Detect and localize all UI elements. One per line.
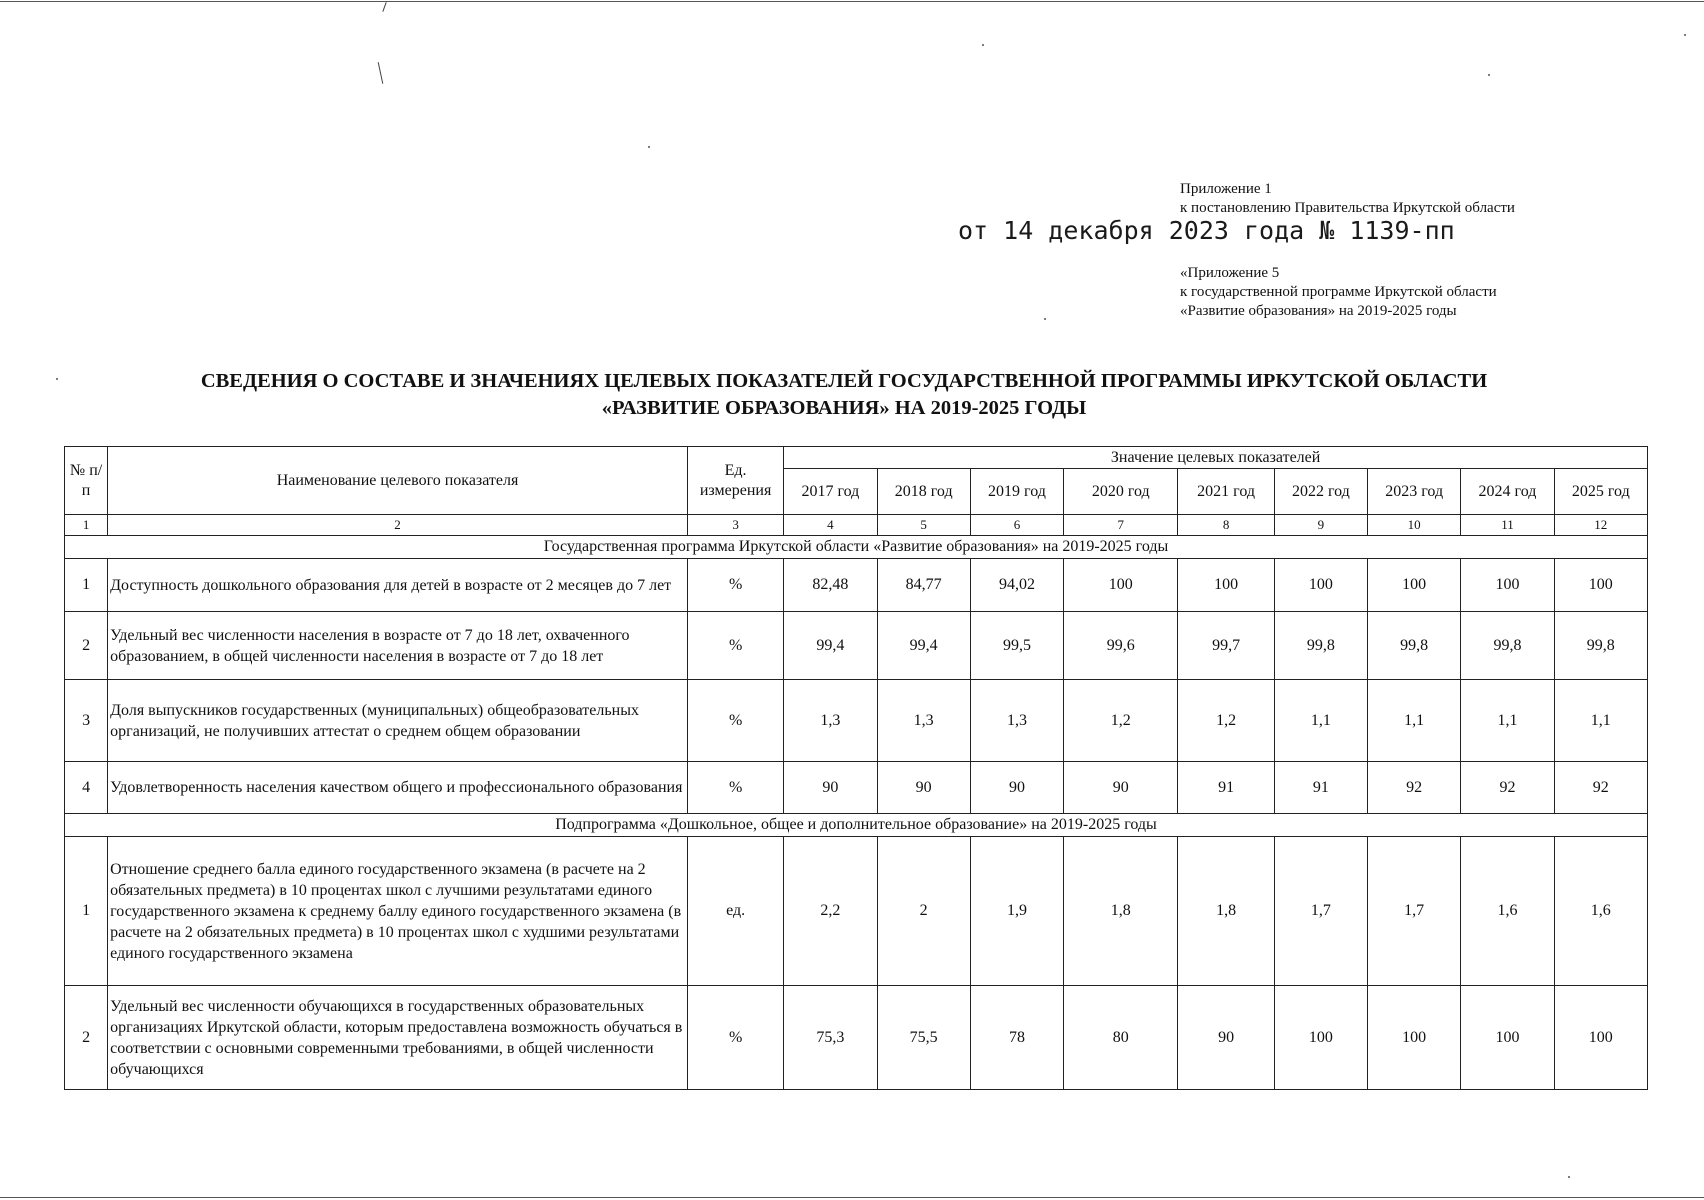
table-row (65, 837, 1648, 986)
section-title: Подпрограмма «Дошкольное, общее и дополнительное образование» на 2019-2025 годы (65, 814, 1648, 837)
column-header-unit: Ед. измерения (687, 447, 783, 515)
decree-stamp: от 14 декабря 2023 года № 1139-пп (958, 216, 1455, 245)
column-header-year: 2023 год (1368, 469, 1461, 515)
row-number: 2 (65, 612, 108, 680)
document-title-line: «РАЗВИТИЕ ОБРАЗОВАНИЯ» НА 2019-2025 ГОДЫ (601, 397, 1087, 419)
value-cell: 92 (1368, 762, 1461, 814)
value-cell: 99,8 (1461, 612, 1554, 680)
annex-line: к государственной программе Иркутской области (1180, 284, 1497, 300)
document-title-line: СВЕДЕНИЯ О СОСТАВЕ И ЗНАЧЕНИЯХ ЦЕЛЕВЫХ ПОКАЗАТЕЛЕЙ ГОСУДАРСТВЕННОЙ ПРОГРАММЫ ИРКУТСКОЙ ОБЛАСТИ (200, 370, 1488, 392)
value-cell: 75,5 (877, 986, 970, 1090)
column-number: 11 (1461, 515, 1554, 536)
column-header-year: 2018 год (877, 469, 970, 515)
column-number: 6 (970, 515, 1063, 536)
table-row (65, 612, 1648, 680)
value-cell: 100 (1274, 559, 1367, 612)
table-row (65, 559, 1648, 612)
value-cell: 92 (1554, 762, 1647, 814)
row-number: 4 (65, 762, 108, 814)
value-cell: 1,7 (1274, 837, 1367, 986)
column-header-year: 2017 год (784, 469, 877, 515)
annex-line: «Приложение 5 (1180, 265, 1280, 281)
value-cell: 1,3 (877, 680, 970, 762)
column-number: 2 (108, 515, 688, 536)
column-header-name: Наименование целевого показателя (108, 447, 688, 515)
value-cell: 99,8 (1368, 612, 1461, 680)
appendix-line: Приложение 1 (1180, 181, 1272, 197)
row-number: 2 (65, 986, 108, 1090)
value-cell: 90 (784, 762, 877, 814)
unit-cell: % (687, 986, 783, 1090)
scan-dot (1488, 74, 1490, 76)
column-group-values: Значение целевых показателей (784, 447, 1648, 469)
value-cell: 100 (1064, 559, 1178, 612)
scan-edge-bottom (0, 1197, 1704, 1198)
column-number-row (65, 515, 1648, 536)
indicator-name: Доля выпускников государственных (муниципальных) общеобразовательных организаций, не получивших аттестат о среднем общем образовании (108, 680, 688, 762)
table-row (65, 762, 1648, 814)
value-cell: 99,8 (1274, 612, 1367, 680)
indicator-name: Удельный вес численности населения в возрасте от 7 до 18 лет, охваченного образованием, в общей численности населения в возрасте от 7 до 18 лет (108, 612, 688, 680)
indicators-table (64, 446, 1648, 1090)
scan-dot (1044, 318, 1046, 320)
indicator-name: Удовлетворенность населения качеством общего и профессионального образования (108, 762, 688, 814)
value-cell: 1,3 (970, 680, 1063, 762)
table-row (65, 680, 1648, 762)
value-cell: 90 (1064, 762, 1178, 814)
row-number: 1 (65, 559, 108, 612)
scan-edge-top (0, 1, 1704, 2)
table-row (65, 986, 1648, 1090)
unit-cell: % (687, 559, 783, 612)
value-cell: 1,1 (1554, 680, 1647, 762)
value-cell: 1,8 (1064, 837, 1178, 986)
value-cell: 91 (1178, 762, 1274, 814)
column-number: 3 (687, 515, 783, 536)
scan-dot (1568, 1176, 1570, 1178)
column-number: 7 (1064, 515, 1178, 536)
indicator-name: Отношение среднего балла единого государственного экзамена (в расчете на 2 обязательных предмета) в 10 процентах школ с лучшими результатами единого государственного экзамена к среднему баллу единого государственного экзамена (в расчете на 2 обязательных предмета) в 10 процентах школ с худшими результатами единого государственного экзамена (108, 837, 688, 986)
value-cell: 100 (1461, 986, 1554, 1090)
scan-mark (378, 62, 384, 84)
document-title (64, 368, 1624, 422)
column-number: 9 (1274, 515, 1367, 536)
value-cell: 99,4 (877, 612, 970, 680)
section-row (65, 536, 1648, 559)
column-number: 10 (1368, 515, 1461, 536)
value-cell: 100 (1461, 559, 1554, 612)
value-cell: 82,48 (784, 559, 877, 612)
annex-reference (1180, 264, 1600, 321)
value-cell: 1,2 (1064, 680, 1178, 762)
appendix-line: к постановлению Правительства Иркутской области (1180, 200, 1515, 216)
value-cell: 100 (1368, 559, 1461, 612)
value-cell: 100 (1554, 559, 1647, 612)
column-number: 5 (877, 515, 970, 536)
column-number: 8 (1178, 515, 1274, 536)
value-cell: 1,6 (1461, 837, 1554, 986)
value-cell: 2 (877, 837, 970, 986)
section-title: Государственная программа Иркутской области «Развитие образования» на 2019-2025 годы (65, 536, 1648, 559)
value-cell: 75,3 (784, 986, 877, 1090)
section-row (65, 814, 1648, 837)
column-header-year: 2019 год (970, 469, 1063, 515)
value-cell: 99,6 (1064, 612, 1178, 680)
value-cell: 1,1 (1368, 680, 1461, 762)
column-header-year: 2021 год (1178, 469, 1274, 515)
unit-cell: % (687, 612, 783, 680)
unit-cell: % (687, 762, 783, 814)
value-cell: 1,7 (1368, 837, 1461, 986)
column-header-year: 2022 год (1274, 469, 1367, 515)
scan-dot (56, 378, 58, 380)
value-cell: 99,4 (784, 612, 877, 680)
value-cell: 99,8 (1554, 612, 1647, 680)
value-cell: 99,7 (1178, 612, 1274, 680)
value-cell: 92 (1461, 762, 1554, 814)
value-cell: 84,77 (877, 559, 970, 612)
indicator-name: Удельный вес численности обучающихся в государственных образовательных организациях Иркутской области, которым предоставлена возможность обучаться в соответствии с основными современными требованиями, в общей численности обучающихся (108, 986, 688, 1090)
value-cell: 78 (970, 986, 1063, 1090)
value-cell: 1,1 (1461, 680, 1554, 762)
unit-cell: % (687, 680, 783, 762)
value-cell: 80 (1064, 986, 1178, 1090)
value-cell: 99,5 (970, 612, 1063, 680)
value-cell: 100 (1274, 986, 1367, 1090)
value-cell: 100 (1554, 986, 1647, 1090)
value-cell: 1,3 (784, 680, 877, 762)
unit-cell: ед. (687, 837, 783, 986)
value-cell: 90 (877, 762, 970, 814)
annex-line: «Развитие образования» на 2019-2025 годы (1180, 303, 1457, 319)
appendix-reference (1180, 180, 1600, 218)
column-number: 12 (1554, 515, 1647, 536)
scan-dot (648, 146, 650, 148)
indicator-name: Доступность дошкольного образования для детей в возрасте от 2 месяцев до 7 лет (108, 559, 688, 612)
value-cell: 90 (970, 762, 1063, 814)
column-header-year: 2020 год (1064, 469, 1178, 515)
scan-mark (382, 2, 386, 12)
column-header-year: 2024 год (1461, 469, 1554, 515)
value-cell: 94,02 (970, 559, 1063, 612)
value-cell: 91 (1274, 762, 1367, 814)
column-header-number: № п/п (65, 447, 108, 515)
value-cell: 1,9 (970, 837, 1063, 986)
value-cell: 100 (1368, 986, 1461, 1090)
column-number: 4 (784, 515, 877, 536)
value-cell: 1,8 (1178, 837, 1274, 986)
scan-dot (1684, 34, 1686, 36)
value-cell: 2,2 (784, 837, 877, 986)
row-number: 1 (65, 837, 108, 986)
value-cell: 1,6 (1554, 837, 1647, 986)
value-cell: 1,2 (1178, 680, 1274, 762)
value-cell: 90 (1178, 986, 1274, 1090)
column-header-year: 2025 год (1554, 469, 1647, 515)
value-cell: 1,1 (1274, 680, 1367, 762)
scan-dot (982, 44, 984, 46)
column-number: 1 (65, 515, 108, 536)
value-cell: 100 (1178, 559, 1274, 612)
row-number: 3 (65, 680, 108, 762)
